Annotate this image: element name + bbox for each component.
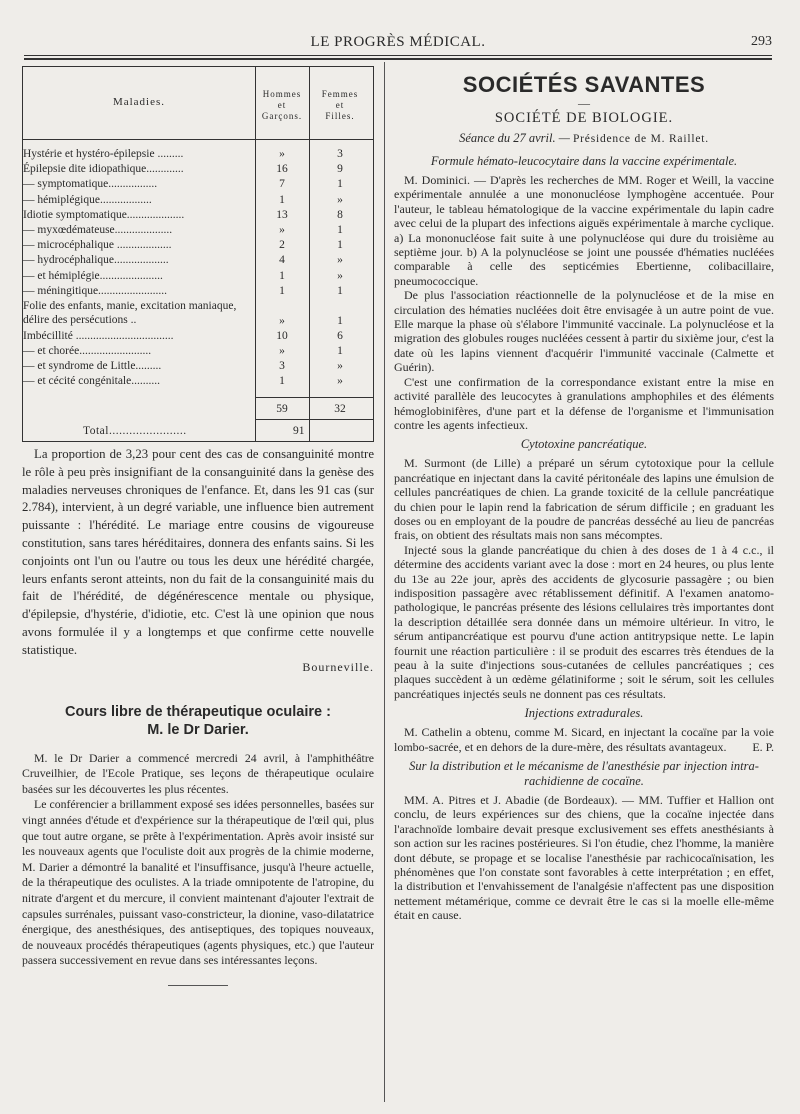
row-label: — microcéphalique ................... — [23, 239, 172, 252]
row-hommes: 7 — [279, 178, 285, 191]
table-row — [23, 269, 373, 284]
col-header-femmes-line: et — [335, 100, 345, 110]
row-femmes: 1 — [337, 223, 343, 236]
row-femmes: 9 — [337, 163, 343, 176]
seance-date: Séance du 27 avril. — — [459, 131, 570, 145]
journal-title: LE PROGRÈS MÉDICAL. — [310, 34, 486, 50]
subheading: Formule hémato-leucocytaire dans la vaccine expérimentale. — [430, 154, 738, 168]
maladies-table — [22, 66, 374, 442]
row-femmes: 1 — [337, 284, 343, 297]
row-femmes: 8 — [337, 208, 343, 221]
header-rule-thick — [24, 58, 772, 60]
row-femmes: » — [337, 375, 343, 388]
row-femmes: 1 — [337, 314, 343, 327]
article-paragraph — [394, 725, 774, 754]
left-column — [22, 66, 374, 986]
table-row — [23, 344, 373, 359]
article-paragraph: C'est une confirmation de la correspondance existant entre la mise en activité parallèle des leucocytes à granulations amphophiles et des éléments hémoglobinifères, d'une part et la défense de l'organisme et l'immunisation contre les agents infectieux. — [394, 374, 774, 432]
row-hommes: 3 — [279, 360, 285, 373]
article-paragraph: M. Surmont (de Lille) a préparé un sérum cytotoxique pour la cellule pancréatique en injectant dans la cavité péritonéale des lapins une émulsion de cellules pancréatiques de chien. La grande toxicité de la cellule pancréatique du chien pour le lapin rend la fabrication de sérum difficile ; en graduant les doses ou en employant de la poudre de pancréas desséché au lieu de pancréas frais, on obtient des résultats mais non sans mécomptes. — [394, 456, 774, 543]
total-value: 91 — [293, 425, 305, 437]
row-hommes: 2 — [279, 239, 285, 252]
table-sum-rule — [255, 419, 373, 420]
row-femmes: 6 — [337, 329, 343, 342]
table-row — [23, 147, 373, 162]
table-row — [23, 208, 373, 223]
row-label: — hydrocéphalique................... — [23, 254, 169, 267]
subheading: Injections extradurales. — [524, 706, 644, 721]
col-header-femmes-line: Filles. — [325, 111, 355, 121]
row-femmes: » — [337, 269, 343, 282]
col-header-maladies: Maladies. — [112, 96, 166, 108]
table-body — [23, 147, 373, 390]
article-paragraph: Injecté sous la glande pancréatique du chien à des doses de 1 à 4 c.c., il détermine des accidents variant avec la dose : mort en 24 heures, ou plus lente du 13e au 22e jour, après des accidents de glycosurie passagère ; ou bien indisposition passagère avec rétablissement définitif. A l'examen anatomo-pathologique, le pancréas présente des lésions cellulaires très importantes dont la description détaillée sera donnée dans un mémoire ultérieur. In vitro, le sérum antipancréatique est pourvu d'une action antitrypsique nette. Le lapin fournit une réaction particulière : il se produit des escarres très étendues de la peau à la suite d'injections sous-cutanées de cellules pancréatiques ; ces plaques succèdent à un œdème gélatiniforme ; soit le sérum, soit les cellules pancréatiques injectés seuls ne donnent pas ces résultats. — [394, 542, 774, 701]
row-label: — hémiplégique.................. — [23, 193, 152, 206]
cours-heading-line: Cours libre de thérapeutique oculaire : — [65, 703, 331, 720]
row-label: — et chorée......................... — [23, 345, 152, 358]
row-femmes: » — [337, 193, 343, 206]
table-row — [23, 253, 373, 268]
table-row — [23, 162, 373, 177]
row-hommes: » — [279, 345, 285, 358]
table-row — [23, 238, 373, 253]
page-header — [24, 30, 772, 52]
row-hommes: 1 — [279, 284, 285, 297]
row-label: — méningitique........................ — [23, 284, 168, 297]
table-row — [23, 223, 373, 238]
seance-line — [394, 131, 774, 146]
row-hommes: » — [279, 148, 285, 160]
subheading: Sur la distribution et le mécanisme de l'anesthésie par injection intra-rachidienne de cocaïne. — [409, 759, 759, 789]
table-row — [23, 299, 373, 329]
signature-bourneville: Bourneville. — [302, 659, 374, 674]
section-title: SOCIÉTÉS SAVANTES — [462, 72, 706, 97]
society-title: SOCIÉTÉ DE BIOLOGIE. — [494, 110, 674, 126]
cours-paragraph: M. le Dr Darier a commencé mercredi 24 avril, à l'amphithéâtre Cruveilhier, de l'Ecole Pratique, ses leçons de thérapeutique oculaire basées sur les découvertes les plus récentes. — [22, 750, 374, 796]
row-label: — et cécité congénitale.......... — [23, 375, 160, 388]
column-divider — [384, 62, 385, 1102]
article-paragraph: De plus l'association réactionnelle de la polynucléose et de la mise en circulation des hématies nucléées doit être envisagée à un autre point de vue. Elle marque la phase où s'élabore l'immunité vaccinale. La polynucléose et la migration des globules rouges nucléées cessent à partir du sixième jour, c'est la date où les lapins viennent d'acquérir l'immunité vaccinale (Calmette et Guérin). — [394, 288, 774, 375]
cours-heading-line: M. le Dr Darier. — [147, 721, 249, 738]
total-label: Total....................... — [83, 425, 187, 437]
consanguinite-paragraph: La proportion de 3,23 pour cent des cas de consanguinité montre le rôle à peu près insignifiant de la consanguinité dans la genèse des maladies nerveuses chroniques de l'enfance. Et, dans les 91 cas (sur 2.784), intervient, à un degré variable, une influence bien autrement puissante : l'hérédité. Le mariage entre cousins de vigoureuse constitution, sans tares héréditaires, donnera des enfants sains. Si les conjoints ont l'un ou l'autre ou tous les deux une hérédité chargée, leurs enfants seront atteints, non du fait de la consanguinité mais du fait de l'hérédité, de dégénérescence mentale ou physique, d'épilepsie, d'hystérie, d'idiotie, etc. C'est là une opinion que nous avons formulée il y a longtemps et que confirme cette nouvelle statistique. — [22, 447, 374, 657]
table-subtotals — [255, 403, 371, 415]
subtotal-hommes: 59 — [276, 403, 288, 415]
row-hommes: » — [279, 223, 285, 236]
col-header-femmes — [309, 89, 371, 122]
cours-heading — [22, 703, 374, 739]
row-femmes: » — [337, 360, 343, 373]
row-hommes: 16 — [276, 163, 288, 176]
row-femmes: 1 — [337, 345, 343, 358]
row-femmes: 3 — [337, 148, 343, 160]
row-hommes: 4 — [279, 254, 285, 267]
row-label: Imbécillité .................................. — [23, 329, 174, 342]
end-rule — [168, 985, 228, 986]
presidence: Présidence de M. Raillet. — [572, 133, 709, 145]
row-hommes: » — [279, 314, 285, 327]
subheading: Cytotoxine pancréatique. — [520, 437, 648, 452]
row-femmes: » — [337, 254, 343, 267]
row-label: — et syndrome de Little......... — [23, 360, 162, 373]
row-hommes: 1 — [279, 193, 285, 206]
col-header-hommes-line: Garçons. — [261, 111, 303, 121]
table-row — [23, 177, 373, 192]
subtotal-femmes: 32 — [334, 403, 346, 415]
article-paragraph: M. Dominici. — D'après les recherches de MM. Roger et Weill, la vaccine expérimentale annulée a une mononucléose lymphogène accentuée. Pour l'auteur, le tableau hématologique de la vaccine expérimentale du lapin cadre avec celui de la plupart des infections aiguës expérimentale à marche cyclique. a) La mononucléose fait suite à une polynucléose qui dure du troisième au septième jour. b) A la polynucléose se joint une poussée d'hématies nucléées comparable à celle des septicémies Ebertienne, colibacillaire, pneumococcique. — [394, 173, 774, 288]
table-row — [23, 359, 373, 374]
article-paragraph: MM. A. Pitres et J. Abadie (de Bordeaux). — MM. Tuffier et Hallion ont conclu, de leurs expériences sur des chiens, que la cocaïne injectée dans l'arachnoïde lombaire devait presque exclusivement ses effets anesthésiants à son action sur les racines postérieures. Si l'on étudie, chez l'homme, la manière dont débute, se propage et se localise l'anesthésie par rachicocaïnisation, les phénomènes que l'on constate sont favorables à cette interprétation ; en effet, la distribution et l'envahissement de l'analgésie n'affectent pas une disposition nettement métamérique, comme ce devrait être le cas si la moelle elle-même était en cause. — [394, 793, 774, 923]
row-hommes: 1 — [279, 269, 285, 282]
row-hommes: 1 — [279, 375, 285, 388]
row-label: — et hémiplégie...................... — [23, 269, 163, 282]
col-header-hommes-line: Hommes — [262, 89, 302, 99]
table-row — [23, 193, 373, 208]
table-sum-rule — [255, 397, 373, 398]
separator-dash: — — [578, 96, 590, 110]
col-header-femmes-line: Femmes — [321, 89, 359, 99]
row-label: Folie des enfants, manie, excitation maniaque, délire des persécutions .. — [23, 299, 237, 326]
row-label: Idiotie symptomatique.................... — [23, 208, 185, 221]
row-hommes: 13 — [276, 208, 288, 221]
table-row — [23, 374, 373, 389]
right-column — [394, 66, 774, 923]
table-header-rule — [23, 139, 373, 140]
col-header-hommes — [255, 89, 309, 122]
row-femmes: 1 — [337, 239, 343, 252]
row-label: — myxœdémateuse.................... — [23, 223, 173, 236]
page-number: 293 — [751, 34, 772, 49]
row-label: Épilepsie dite idiopathique............. — [23, 163, 184, 176]
col-header-hommes-line: et — [277, 100, 287, 110]
table-row — [23, 329, 373, 344]
row-label: Hystérie et hystéro-épilepsie ......... — [23, 148, 184, 160]
cours-paragraph: Le conférencier a brillamment exposé ses idées personnelles, basées sur vingt années d'étude et d'expérience sur la thérapeutique de l'œil qui, plus que tout autre organe, se prête à l'expérimentation. Après avoir insisté sur les nouveaux agents que l'oculiste doit aux progrès de la chimie moderne, M. Darier a démontré la banalité et l'insuffisance, jusqu'à l'heure actuelle, de la thérapeutique des oculistes. A la triade omnipotente de l'atropine, du nitrate d'argent et du mercure, il convient maintenant d'ajouter l'extrait de capsules surrénales, puissant vaso-constricteur, la dionine, vaso-dilatatrice énergique, des anesthésiques, des antiseptiques, des topiques nouveaux, de nouveaux procédés thérapeutiques (agents physiques, etc.) que l'auteur passera successivement en revue dans ses intéressantes leçons. — [22, 797, 374, 968]
row-femmes: 1 — [337, 178, 343, 191]
initials: E. P. — [752, 739, 774, 754]
row-hommes: 10 — [276, 329, 288, 342]
table-row — [23, 284, 373, 299]
header-rule — [24, 55, 772, 56]
article-text: M. Cathelin a obtenu, comme M. Sicard, en injectant la cocaïne par la voie lombo-sacrée, et en dehors de la dure-mère, des résultats avantageux. — [394, 725, 774, 754]
row-label: — symptomatique................. — [23, 178, 158, 191]
